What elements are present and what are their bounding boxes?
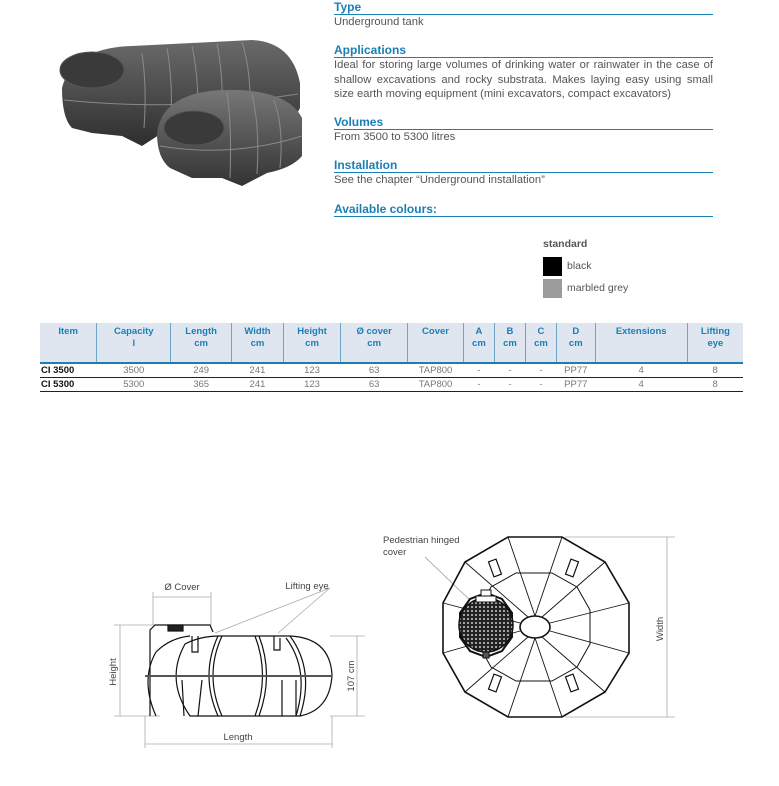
- column-header: [494, 323, 525, 363]
- column-header-label: B: [506, 326, 514, 337]
- column-header-label: Height: [297, 326, 327, 337]
- table-cell: 5300: [97, 378, 171, 392]
- colour-label: marbled grey: [567, 282, 629, 294]
- column-header-unit: cm: [503, 338, 517, 349]
- column-header: [463, 323, 494, 363]
- column-header-label: A: [475, 326, 483, 337]
- section-installation: [334, 158, 713, 187]
- column-header: [283, 323, 340, 363]
- product-info: [334, 0, 713, 231]
- column-header: [408, 323, 464, 363]
- column-header-unit: cm: [194, 338, 208, 349]
- column-header-label: D: [572, 326, 580, 337]
- table-cell: TAP800: [408, 378, 464, 392]
- table-cell: 63: [341, 378, 408, 392]
- column-header-unit: cm: [568, 338, 583, 349]
- section-volumes: [334, 115, 713, 144]
- section-title: Applications: [334, 43, 713, 58]
- height-label: Height: [108, 658, 119, 686]
- column-header-unit: eye: [707, 338, 724, 349]
- table-cell: 4: [595, 363, 687, 378]
- lifting-eye-label: Lifting eye: [285, 581, 329, 592]
- colour-label: black: [567, 260, 592, 272]
- table-cell: 4: [595, 378, 687, 392]
- tank-side-outline: [145, 625, 332, 716]
- section-body: Underground tank: [334, 16, 424, 28]
- colour-option: [543, 256, 628, 276]
- column-header-unit: cm: [305, 338, 319, 349]
- table-cell: 8: [687, 378, 743, 392]
- column-header-unit: cm: [534, 338, 548, 349]
- section-body: Ideal for storing large volumes of drinking water or rainwater in the case of shallow excavations and rocky substrata. Makes laying easy using small size earth moving equipment (mini excavators, compact excavators): [334, 59, 713, 100]
- table-cell: PP77: [557, 363, 596, 378]
- hinged-cover: [459, 590, 513, 658]
- table-cell: TAP800: [408, 363, 464, 378]
- column-header-label: Ø cover: [356, 326, 392, 337]
- table-cell: -: [463, 378, 494, 392]
- table-cell: 365: [171, 378, 232, 392]
- product-photo-tanks: [52, 28, 322, 198]
- length-label: Length: [223, 732, 253, 743]
- top-view-drawing: [370, 525, 690, 725]
- table-cell: 241: [232, 378, 284, 392]
- column-header-label: Cover: [422, 326, 449, 337]
- table-cell: -: [463, 363, 494, 378]
- table-cell: 8: [687, 363, 743, 378]
- column-header: [232, 323, 284, 363]
- column-header: [595, 323, 687, 363]
- column-header-unit: cm: [250, 338, 265, 349]
- section-title: Volumes: [334, 115, 713, 130]
- column-header-label: Lifting: [700, 326, 730, 337]
- column-header-unit: l: [132, 338, 136, 349]
- table-cell: 3500: [97, 363, 171, 378]
- hinged-cover-label-line2: cover: [383, 547, 407, 558]
- column-header: [557, 323, 596, 363]
- cover-diameter-label: Ø Cover: [164, 582, 200, 593]
- table-cell: -: [525, 378, 556, 392]
- colours-heading: standard: [543, 238, 588, 250]
- table-cell: 63: [341, 363, 408, 378]
- item-code-cell: CI 3500: [40, 363, 97, 378]
- table-cell: -: [494, 363, 525, 378]
- section-type: [334, 0, 713, 29]
- table-cell: -: [494, 378, 525, 392]
- hinged-cover-label-line1: Pedestrian hinged: [383, 535, 460, 546]
- section-title: Type: [334, 0, 713, 15]
- column-header-label: Extensions: [615, 326, 667, 337]
- column-header-label: Capacity: [113, 326, 154, 337]
- section-title: Installation: [334, 158, 713, 173]
- column-header: [687, 323, 743, 363]
- colour-swatch-black: [543, 257, 562, 276]
- section-applications: [334, 43, 713, 101]
- column-header-label: C: [537, 326, 545, 337]
- small-tank-image: [157, 90, 302, 186]
- table-row: [40, 363, 743, 378]
- dimension-lines: [114, 588, 365, 748]
- column-header: [341, 323, 408, 363]
- section-body: From 3500 to 5300 litres: [334, 131, 456, 144]
- column-header-label: Length: [185, 326, 217, 337]
- table-header-row: [40, 323, 743, 363]
- column-header: [97, 323, 171, 363]
- dimension-107cm-label: 107 cm: [346, 660, 357, 692]
- side-view-drawing: [100, 570, 380, 750]
- section-title: Available colours:: [334, 202, 713, 217]
- table-row: [40, 378, 743, 392]
- column-header: [40, 323, 97, 363]
- table-cell: 249: [171, 363, 232, 378]
- colour-swatch-marbled-grey: [543, 279, 562, 298]
- colour-options: [543, 238, 628, 300]
- table-cell: 123: [283, 363, 340, 378]
- column-header: [525, 323, 556, 363]
- section-body: See the chapter “Underground installation”: [334, 174, 545, 187]
- table-cell: 123: [283, 378, 340, 392]
- column-header-unit: cm: [367, 338, 382, 349]
- section-colours: [334, 202, 713, 217]
- table-cell: 241: [232, 363, 284, 378]
- column-header-unit: cm: [472, 338, 486, 349]
- column-header-label: Item: [58, 326, 78, 337]
- table-cell: -: [525, 363, 556, 378]
- colour-option: [543, 278, 628, 298]
- specifications-table: [40, 323, 743, 392]
- table-cell: PP77: [557, 378, 596, 392]
- width-label: Width: [655, 616, 666, 642]
- item-code-cell: CI 5300: [40, 378, 97, 392]
- column-header-label: Width: [244, 326, 271, 337]
- column-header: [171, 323, 232, 363]
